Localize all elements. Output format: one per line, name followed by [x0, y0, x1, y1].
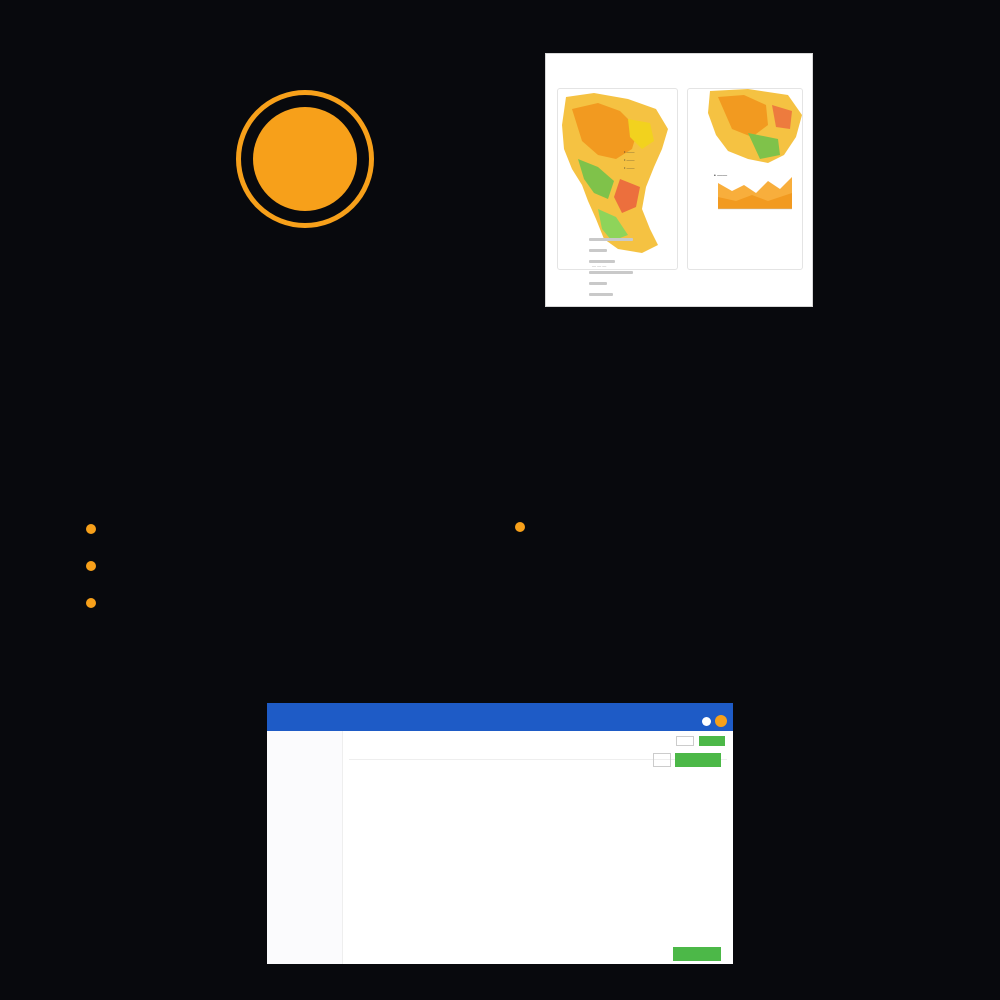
summary-primary-button[interactable] [675, 753, 721, 767]
svg-text:— — —: — — — [592, 263, 607, 268]
feature-item [86, 592, 526, 614]
notification-icon[interactable] [702, 717, 711, 726]
outputs-column [515, 420, 955, 664]
svg-text:• ——: • —— [624, 149, 635, 154]
summary-values [349, 778, 727, 790]
feature-item [86, 555, 526, 577]
preview-bar-chart [646, 230, 776, 300]
feature-item [515, 627, 955, 649]
primary-button[interactable] [699, 736, 725, 746]
header-actions [702, 707, 727, 727]
outputs-eyebrow [515, 420, 955, 438]
outputs-heading [515, 450, 955, 472]
feature-item [515, 553, 955, 575]
svg-text:• ——: • —— [624, 157, 635, 162]
svg-text:• ——: • —— [624, 165, 635, 170]
inputs-heading [86, 450, 526, 472]
dashboard-preview [545, 53, 813, 307]
app-tabs [349, 736, 727, 748]
row-action-button[interactable] [673, 947, 721, 961]
bullet-dot [86, 598, 96, 608]
summary-header [349, 766, 727, 778]
app-main [349, 736, 727, 804]
app-screenshot [267, 703, 733, 964]
legend-row [580, 289, 650, 300]
feature-item [86, 481, 526, 503]
feature-item [86, 629, 526, 651]
avatar[interactable] [715, 715, 727, 727]
feature-item [86, 518, 526, 540]
legend-row [580, 234, 650, 245]
bullet-dot [86, 524, 96, 534]
bullet-dot [515, 522, 525, 532]
legend-row [580, 245, 650, 256]
feature-item [515, 590, 955, 612]
step-number [253, 107, 357, 211]
inputs-column [86, 420, 526, 666]
inputs-eyebrow [86, 420, 526, 438]
step-badge [236, 90, 374, 228]
summary-secondary-button[interactable] [653, 753, 671, 767]
app-header [267, 703, 733, 731]
outputs-subheading [515, 480, 955, 502]
bullet-dot [86, 561, 96, 571]
secondary-button[interactable] [676, 736, 694, 746]
preview-legend [580, 230, 650, 300]
svg-text:• ——: • —— [714, 173, 728, 179]
legend-row [580, 256, 650, 267]
tab-actions [676, 736, 725, 746]
legend-row [580, 267, 650, 278]
legend-row [580, 278, 650, 289]
app-sidebar [267, 731, 343, 964]
feature-item [515, 516, 955, 538]
